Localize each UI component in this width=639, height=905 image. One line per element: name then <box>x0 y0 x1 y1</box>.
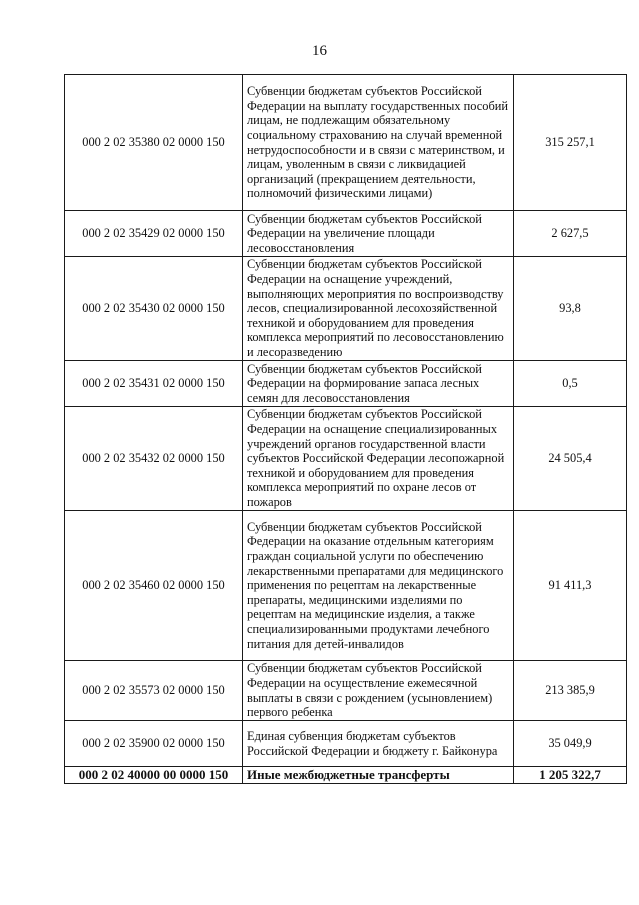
table-row <box>65 661 627 721</box>
table-row <box>65 361 627 407</box>
page-number: 16 <box>312 43 327 59</box>
table-row <box>65 257 627 361</box>
description-cell: Субвенции бюджетам субъектов Российской Федерации на оснащение учреждений, выполняющих мероприятия по воспроизводству лесов, специализированной лесохозяйственной техникой и оборудованием для проведения комплекса мероприятий по лесовосстановлению и лесоразведению <box>243 257 514 361</box>
budget-code-cell: 000 2 02 35380 02 0000 150 <box>65 75 243 211</box>
amount-cell: 213 385,9 <box>514 661 627 721</box>
amount-cell: 91 411,3 <box>514 511 627 661</box>
table-row <box>65 407 627 511</box>
budget-code-cell: 000 2 02 35432 02 0000 150 <box>65 407 243 511</box>
description-cell: Субвенции бюджетам субъектов Российской Федерации на осуществление ежемесячной выплаты в связи с рождением (усыновлением) первого ребенка <box>243 661 514 721</box>
amount-cell: 24 505,4 <box>514 407 627 511</box>
budget-table <box>64 74 627 784</box>
budget-code-cell: 000 2 02 35460 02 0000 150 <box>65 511 243 661</box>
description-cell: Субвенции бюджетам субъектов Российской Федерации на выплату государственных пособий лицам, не подлежащим обязательному социальному страхованию на случай временной нетрудоспособности и в связи с материнством, и лицам, уволенным в связи с ликвидацией организаций (прекращением деятельности, полномочий физическими лицами) <box>243 75 514 211</box>
table-row <box>65 211 627 257</box>
budget-code-cell: 000 2 02 35429 02 0000 150 <box>65 211 243 257</box>
table-row <box>65 75 627 211</box>
amount-cell: 93,8 <box>514 257 627 361</box>
description-cell: Иные межбюджетные трансферты <box>243 767 514 784</box>
budget-code-cell: 000 2 02 35430 02 0000 150 <box>65 257 243 361</box>
budget-code-cell: 000 2 02 35431 02 0000 150 <box>65 361 243 407</box>
description-cell: Субвенции бюджетам субъектов Российской Федерации на формирование запаса лесных семян для лесовосстановления <box>243 361 514 407</box>
table-row <box>65 721 627 767</box>
description-cell: Субвенции бюджетам субъектов Российской Федерации на оказание отдельным категориям граждан социальной услуги по обеспечению лекарственными препаратами для медицинского применения по рецептам на лекарственные препараты, медицинскими изделиями по рецептам на медицинские изделия, а также специализированными продуктами лечебного питания для детей-инвалидов <box>243 511 514 661</box>
amount-cell: 0,5 <box>514 361 627 407</box>
amount-cell: 35 049,9 <box>514 721 627 767</box>
description-cell: Единая субвенция бюджетам субъектов Российской Федерации и бюджету г. Байконура <box>243 721 514 767</box>
amount-cell: 315 257,1 <box>514 75 627 211</box>
budget-code-cell: 000 2 02 35900 02 0000 150 <box>65 721 243 767</box>
table-row-other-transfers <box>65 767 627 784</box>
description-cell: Субвенции бюджетам субъектов Российской Федерации на увеличение площади лесовосстановления <box>243 211 514 257</box>
budget-code-cell: 000 2 02 35573 02 0000 150 <box>65 661 243 721</box>
budget-code-cell: 000 2 02 40000 00 0000 150 <box>65 767 243 784</box>
amount-cell: 2 627,5 <box>514 211 627 257</box>
amount-cell: 1 205 322,7 <box>514 767 627 784</box>
table-row <box>65 511 627 661</box>
description-cell: Субвенции бюджетам субъектов Российской Федерации на оснащение специализированных учреждений органов государственной власти субъектов Российской Федерации лесопожарной техникой и оборудованием для проведения комплекса мероприятий по охране лесов от пожаров <box>243 407 514 511</box>
